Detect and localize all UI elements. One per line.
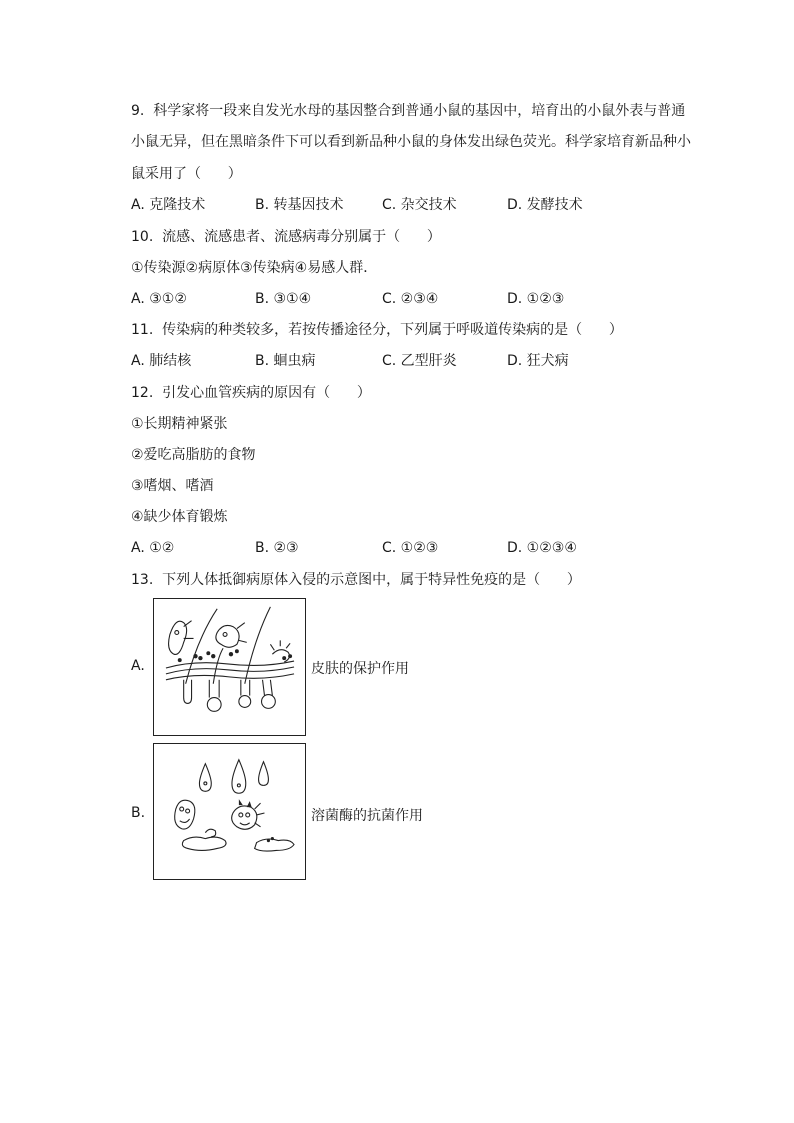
q12-option-d[interactable]: D. ①②③④ bbox=[507, 540, 577, 556]
q10-option-d[interactable]: D. ①②③ bbox=[507, 291, 565, 307]
q9-stem-line3: 鼠采用了（ ） bbox=[131, 166, 242, 182]
q13-option-a-letter: A. bbox=[131, 658, 145, 674]
q9-option-d[interactable]: D. 发酵技术 bbox=[507, 197, 583, 213]
q12-option-b[interactable]: B. ②③ bbox=[255, 540, 299, 556]
lysozyme-figure bbox=[153, 743, 306, 880]
q11-option-d[interactable]: D. 狂犬病 bbox=[507, 353, 569, 369]
q9-option-a[interactable]: A. 克隆技术 bbox=[131, 197, 206, 213]
q12-option-c[interactable]: C. ①②③ bbox=[382, 540, 439, 556]
q11-stem: 11. 传染病的种类较多，若按传播途径分，下列属于呼吸道传染病的是（ ） bbox=[131, 322, 623, 338]
q12-stem: 12. 引发心血管疾病的原因有（ ） bbox=[131, 385, 371, 401]
lysozyme-illustration bbox=[154, 744, 305, 879]
q9-stem-line2: 小鼠无异，但在黑暗条件下可以看到新品种小鼠的身体发出绿色荧光。科学家培育新品种小 bbox=[131, 134, 691, 150]
q9-option-b[interactable]: B. 转基因技术 bbox=[255, 197, 344, 213]
q13-option-b-caption: 溶菌酶的抗菌作用 bbox=[311, 808, 423, 824]
q13-option-a[interactable] bbox=[131, 598, 451, 738]
q9-option-c[interactable]: C. 杂交技术 bbox=[382, 197, 457, 213]
q10-options bbox=[131, 289, 651, 309]
q13-stem: 13. 下列人体抵御病原体入侵的示意图中，属于特异性免疫的是（ ） bbox=[131, 572, 581, 588]
q13-option-b-letter: B. bbox=[131, 805, 146, 821]
skin-illustration bbox=[154, 599, 305, 735]
q12-item-2: ②爱吃高脂肪的食物 bbox=[131, 447, 256, 463]
q13-option-b[interactable] bbox=[131, 743, 451, 883]
q10-option-b[interactable]: B. ③①④ bbox=[255, 291, 312, 307]
q12-item-3: ③嗜烟、嗜酒 bbox=[131, 478, 214, 494]
q13-option-a-caption: 皮肤的保护作用 bbox=[311, 661, 409, 677]
q10-sub: ①传染源②病原体③传染病④易感人群． bbox=[131, 260, 378, 276]
q12-item-4: ④缺少体育锻炼 bbox=[131, 509, 228, 525]
q11-option-a[interactable]: A. 肺结核 bbox=[131, 353, 192, 369]
skin-protection-figure bbox=[153, 598, 306, 736]
q12-option-a[interactable]: A. ①② bbox=[131, 540, 175, 556]
q10-option-a[interactable]: A. ③①② bbox=[131, 291, 187, 307]
q12-item-1: ①长期精神紧张 bbox=[131, 416, 228, 432]
q10-option-c[interactable]: C. ②③④ bbox=[382, 291, 439, 307]
q11-option-b[interactable]: B. 蛔虫病 bbox=[255, 353, 316, 369]
q9-stem-line1: 9. 科学家将一段来自发光水母的基因整合到普通小鼠的基因中，培育出的小鼠外表与普通 bbox=[131, 103, 686, 119]
q10-stem: 10. 流感、流感患者、流感病毒分别属于（ ） bbox=[131, 229, 441, 245]
q11-options bbox=[131, 351, 651, 371]
q12-options bbox=[131, 538, 651, 558]
q9-options bbox=[131, 195, 651, 215]
q11-option-c[interactable]: C. 乙型肝炎 bbox=[382, 353, 457, 369]
